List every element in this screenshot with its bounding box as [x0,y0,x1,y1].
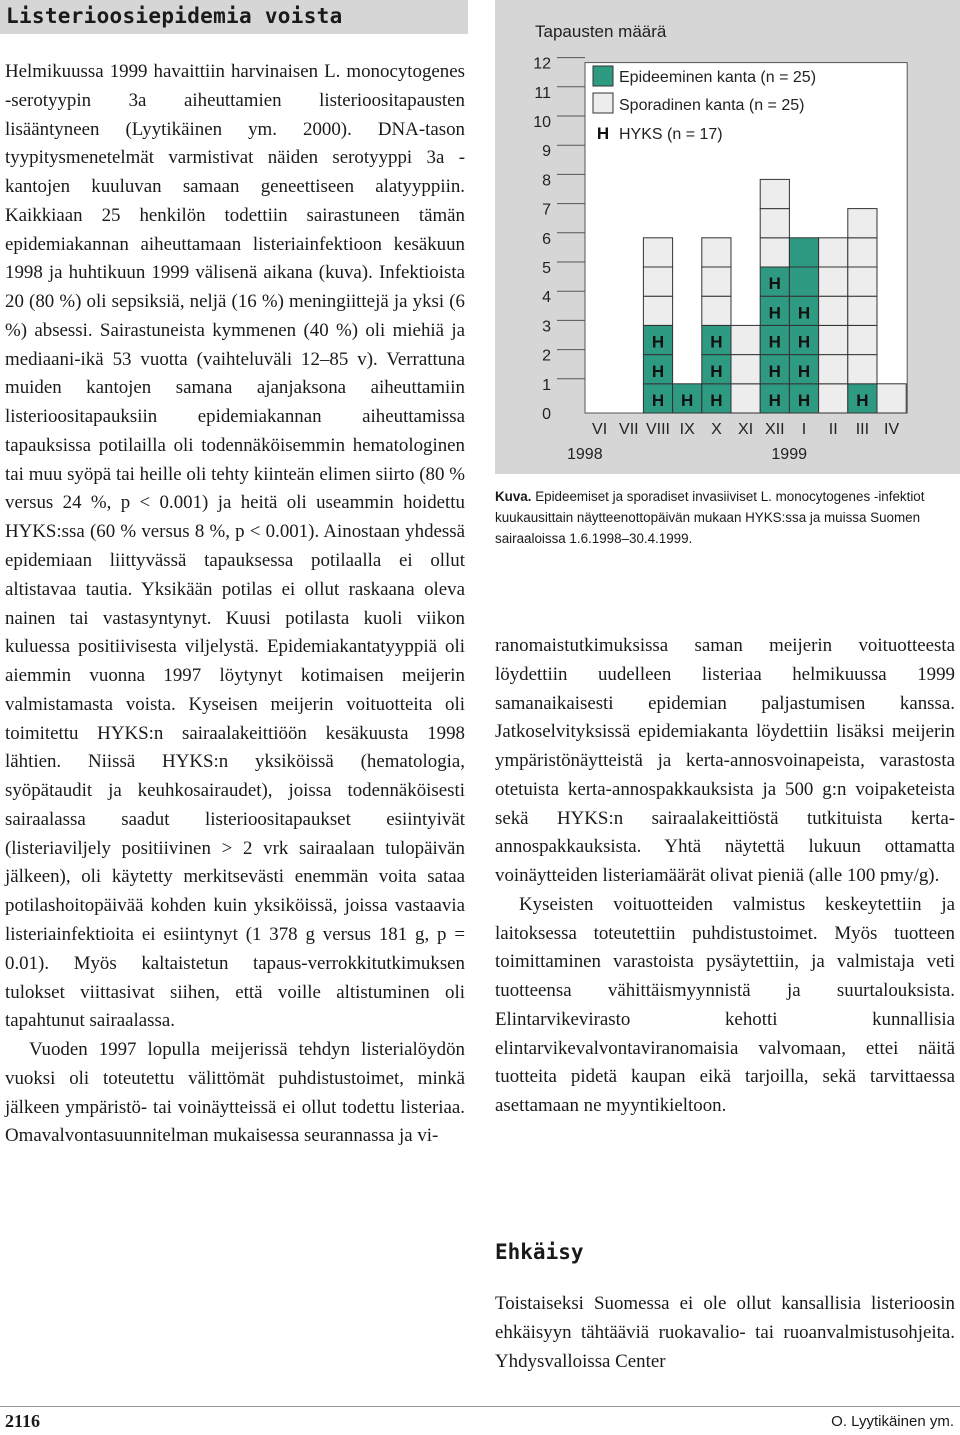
legend-label-hyks: HYKS (n = 17) [619,126,723,143]
article-title-bar [0,0,468,34]
year-label: 1998 [567,446,603,463]
bar-sporadic-cell [643,296,672,325]
x-tick-label: II [828,421,838,438]
bar-sporadic-cell [819,325,848,354]
paragraph: Kyseisten voituotteiden valmistus keskeytettiin ja laitoksessa toteutettiin puhdistustoimet. Myös tuotteen toimittaminen varastoista pysäytettiin, ja valmistaja veti tuotteensa vähittäismyynnistä ja suurtalouksista. Elintarvikevirasto kehotti kunnallisia elintarvikevalvontaviranomaisia valvomaan, ettei näitä tuotteita pidetä kaupan eikä tarjoilla, sekä tarvittaessa asettamaan ne myyntikieltoon. [495,893,955,1117]
x-tick-label: I [801,421,807,438]
bar-sporadic-cell [702,267,731,296]
hyks-marker: H [710,391,723,410]
footer-author: O. Lyytikäinen ym. [831,1413,954,1430]
x-tick-label: X [711,421,722,438]
y-tick-label: 0 [542,406,551,423]
bar-epidemic-cell [789,267,818,296]
paragraph: Vuoden 1997 lopulla meijerissä tehdyn listerialöydön vuoksi oli toteutettu välittömät puhdistustoimet, minkä jälkeen ympäristö- tai voinäytteissä ei ollut todettu listeriaa. Omavalvontasuunnitelman mukaisessa seurannassa ja vi- [5,1039,465,1147]
y-tick-label: 11 [534,84,551,102]
hyks-marker: H [797,332,811,352]
bar-sporadic-cell [731,355,760,384]
y-tick-label: 5 [542,260,551,277]
y-tick-label: 1 [542,376,551,394]
caption-label: Kuva. [495,489,532,504]
y-tick-label: 2 [542,347,551,365]
bar-sporadic-cell [848,355,877,384]
bar-sporadic-cell [760,238,789,267]
legend-swatch-sporadic [593,93,613,113]
page-number: 2116 [5,1411,41,1431]
x-tick-label: VII [619,421,639,438]
hyks-marker: H [768,361,781,381]
hyks-marker: H [797,303,811,323]
y-tick-label: 12 [533,55,551,73]
hyks-marker: H [768,274,781,294]
paragraph: Helmikuussa 1999 havaittiin harvinaisen L. monocytogenes -serotyypin 3a aiheuttamien listerioositapausten lisääntyneen (Lyytikäinen ym. 2000). DNA-tason tyypitysmenetelmät varmistivat näiden serotyyppi 3a -kantojen kuuluvan samaan geneettiseen alatyyppiin. Kaikkiaan 25 henkilön todettiin sairastuneen tämän epidemiakannan aiheuttamaan listeriainfektioon kesäkuun 1998 ja huhtikuun 1999 välisenä aikana (kuva). Infektioista 20 (80 %) oli sepsiksiä, neljä (16 %) meningiittejä ja yksi (6 %) absessi. Sairastuneista kymmenen (40 %) oli miehiä ja mediaani-ikä 53 vuotta (vaihteluväli 12–85 v). Verrattuna muiden kantojen samana ajanjaksona aiheuttamiin listerioositapauksiin epidemiakannan aiheuttamissa tapauksissa potilailla oli todennäköisemmin hematologinen tai muu syöpä tai heille oli tehty kiinteän elimen siirto (80 % versus 24 %, p < 0.001) ja heitä oli useammin hoidettu HYKS:ssa (60 % versus 8 %, p < 0.001). Ainostaan yhdessä epidemiaan liittyvässä tapauksessa potilaalla ei ollut altistavaa tautia. Yksikään potilas ei ollut raskaana oleva nainen tai vastasyntynyt. Kuusi potilasta kuoli viikon kuluessa positiivisesta viljelystä. Epidemiakantatyyppiä oli aiemmin vuonna 1997 löytynyt kotimaisen meijerin valmistamasta voista. Kyseisen meijerin voituotteita oli toimitettu HYKS:n sairaalakeittiöön kesäkuusta 1998 lähtien. Niissä HYKS:n yksiköissä (hematologia, syöpätaudit ja keuhkosairaudet), joissa todennäköisesti sairaalassa saadut listerioositapaukset esiintyivät (listeriaviljely positiivinen > 2 vrk sairaalaan tulopäivän jälkeen), oli käytetty merkitsevästi enemmän voita sataa potilashoitopäivää kohden kuin yksiköissä, joissa vastaavia listeriainfektioita ei esiintynyt (1 378 g versus 181 g, p = 0.01). Myös kaltaistetun tapaus-verrokkitutkimuksen tulokset viittasivat siihen, että voille altistuminen oli tapahtunut sairaalassa. [5,61,465,1032]
bar-epidemic-cell [789,238,818,267]
bar-sporadic-cell [848,296,877,325]
bar-sporadic-cell [760,209,789,238]
x-tick-label: VIII [645,421,671,438]
legend-label-epidemic: Epideeminen kanta (n = 25) [619,69,817,86]
bar-sporadic-cell [819,296,848,325]
x-tick-label: XI [738,421,754,438]
right-text-column [495,632,955,1121]
y-axis-title: Tapausten määrä [535,22,667,41]
bar-sporadic-cell [819,238,848,267]
legend-label-sporadic: Sporadinen kanta (n = 25) [619,97,805,114]
y-tick-label: 10 [533,114,551,131]
article-title: Listerioosiepidemia voista [6,4,343,28]
x-tick-label: IV [884,421,900,438]
bar-sporadic-cell [819,267,848,296]
bar-sporadic-cell [819,384,848,413]
section-text [495,1290,955,1376]
bar-sporadic-cell [643,267,672,296]
bar-sporadic-cell [848,238,877,267]
bar-sporadic-cell [848,267,877,296]
case-count-chart [495,0,960,474]
year-label: 1999 [771,446,807,463]
y-tick-label: 6 [542,230,551,248]
y-tick-label: 8 [542,172,551,190]
bar-sporadic-cell [731,325,760,354]
legend-hyks-marker: H [596,124,610,143]
hyks-marker: H [856,391,869,410]
bar-sporadic-cell [731,384,760,413]
caption-text: Epideemiset ja sporadiset invasiiviset L. monocytogenes -infektiot kuukausittain näytteenottopäivän mukaan HYKS:ssa ja muissa Suomen sairaaloissa 1.6.1998–30.4.1999. [495,489,925,546]
figure-caption [495,486,957,549]
hyks-marker: H [651,361,665,381]
hyks-marker: H [710,361,723,381]
y-tick-label: 7 [542,201,551,219]
bar-sporadic-cell [848,209,877,238]
bar-sporadic-cell [877,384,906,413]
hyks-marker: H [710,332,723,352]
y-tick-label: 3 [542,318,551,336]
y-tick-label: 9 [542,143,551,161]
bar-sporadic-cell [702,296,731,325]
section-heading: Ehkäisy [495,1240,584,1264]
y-tick-label: 4 [542,289,551,307]
left-text-column [5,58,465,1151]
hyks-marker: H [768,332,781,352]
figure [495,0,960,474]
hyks-marker: H [797,391,811,410]
bar-sporadic-cell [643,238,672,267]
hyks-marker: H [651,332,665,352]
x-tick-label: IX [679,421,695,438]
hyks-marker: H [651,391,665,410]
bar-sporadic-cell [702,238,731,267]
bar-sporadic-cell [848,325,877,354]
bar-sporadic-cell [760,179,789,208]
hyks-marker: H [768,391,781,410]
bar-sporadic-cell [819,355,848,384]
legend-swatch-epidemic [593,66,613,86]
paragraph: Toistaiseksi Suomessa ei ole ollut kansallisia listerioosin ehkäisyyn tähtääviä ruokavalio- tai ruoanvalmistusohjeita. Yhdysvalloissa Center [495,1293,955,1372]
footer-divider [0,1406,960,1407]
x-tick-label: VI [592,421,608,438]
x-tick-label: III [855,421,870,438]
hyks-marker: H [681,391,694,410]
hyks-marker: H [768,303,781,323]
x-tick-label: XII [765,421,785,438]
hyks-marker: H [797,361,811,381]
paragraph: ranomaistutkimuksissa saman meijerin voituotteesta löydettiin uudelleen listeriaa helmikuussa 1999 samanaikaisesti epidemian paljastumisen kanssa. Jatkoselvityksissä epidemiakanta löydettiin lisäksi meijerin ympäristönäytteistä ja kerta-annosvoinapeista, varastosta otetuista kerta-annospakkauksista ja 500 g:n voipaketeista sekä HYKS:n sairaalakeittiöstä tutkituista kerta-annospakkauksista. Yhtä näytettä lukuun ottamatta voinäytteiden listeriamäärät olivat pieniä (alle 100 pmy/g). [495,635,955,887]
